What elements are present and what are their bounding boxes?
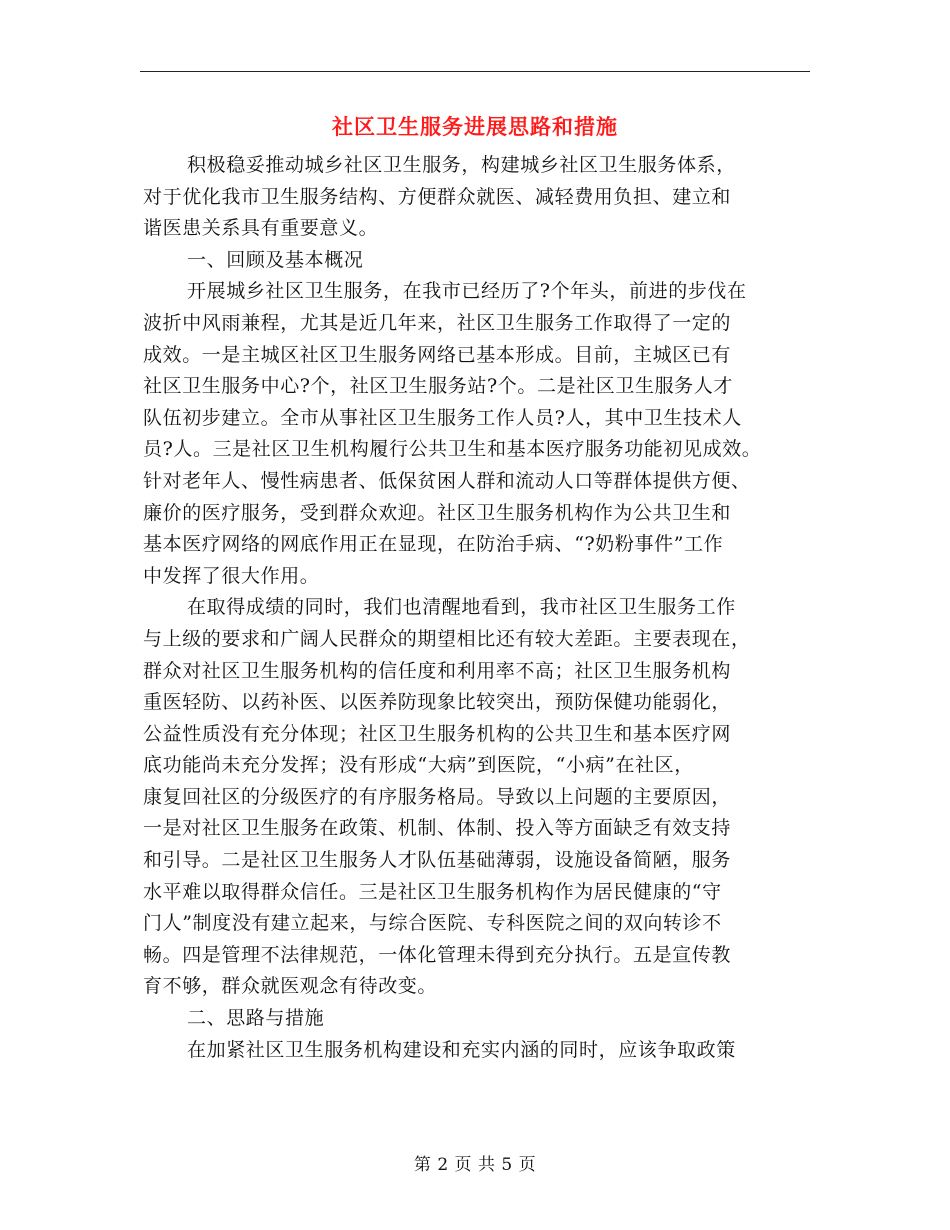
text-line: 成效。一是主城区社区卫生服务网络已基本形成。目前，主城区已有 (143, 343, 732, 366)
text-line: 和引导。二是社区卫生服务人才队伍基础薄弱，设施设备简陋，服务 (143, 849, 732, 872)
text-line: 社区卫生服务中心?个，社区卫生服务站?个。二是社区卫生服务人才 (143, 375, 733, 398)
text-line: 对于优化我市卫生服务结构、方便群众就医、减轻费用负担、建立和 (143, 185, 732, 208)
text-line: 育不够，群众就医观念有待改变。 (143, 975, 438, 998)
text-line: 中发挥了很大作用。 (143, 564, 320, 587)
text-line: 队伍初步建立。全市从事社区卫生服务工作人员?人，其中卫生技术人 (143, 406, 742, 429)
text-line: 基本医疗网络的网底作用正在显现，在防治手病、“?奶粉事件”工作 (143, 533, 724, 556)
text-line: 门人”制度没有建立起来，与综合医院、专科医院之间的双向转诊不 (143, 912, 722, 935)
text-line: 在加紧社区卫生服务机构建设和充实内涵的同时，应该争取政策 (187, 1038, 736, 1061)
text-line: 谐医患关系具有重要意义。 (143, 217, 379, 240)
text-line: 底功能尚未充分发挥；没有形成“大病”到医院，“小病”在社区， (143, 754, 694, 777)
text-line: 与上级的要求和广阔人民群众的期望相比还有较大差距。主要表现在， (143, 627, 751, 650)
text-line: 廉价的医疗服务，受到群众欢迎。社区卫生服务机构作为公共卫生和 (143, 501, 732, 524)
text-line: 在取得成绩的同时，我们也清醒地看到，我市社区卫生服务工作 (187, 596, 736, 619)
text-line: 针对老年人、慢性病患者、低保贫困人群和流动人口等群体提供方便、 (143, 469, 751, 492)
text-line: 群众对社区卫生服务机构的信任度和利用率不高；社区卫生服务机构 (143, 659, 732, 682)
text-line: 畅。四是管理不法律规范，一体化管理未得到充分执行。五是宣传教 (143, 943, 732, 966)
header-rule (140, 71, 810, 72)
text-line: 开展城乡社区卫生服务，在我市已经历了?个年头，前进的步伐在 (187, 280, 747, 303)
text-line: 员?人。三是社区卫生机构履行公共卫生和基本医疗服务功能初见成效。 (143, 438, 762, 461)
text-line: 康复回社区的分级医疗的有序服务格局。导致以上问题的主要原因， (143, 785, 732, 808)
text-line: 公益性质没有充分体现；社区卫生服务机构的公共卫生和基本医疗网 (143, 722, 732, 745)
document-body (143, 150, 823, 1066)
text-line: 二、思路与措施 (187, 1007, 325, 1030)
text-line: 重医轻防、以药补医、以医养防现象比较突出，预防保健功能弱化， (143, 691, 732, 714)
text-line: 水平难以取得群众信任。三是社区卫生服务机构作为居民健康的“守 (143, 880, 722, 903)
document-title: 社区卫生服务进展思路和措施 (332, 114, 618, 139)
text-line: 波折中风雨兼程，尤其是近几年来，社区卫生服务工作取得了一定的 (143, 311, 732, 334)
text-line: 一是对社区卫生服务在政策、机制、体制、投入等方面缺乏有效支持 (143, 817, 732, 840)
page-number: 第 2 页 共 5 页 (413, 1155, 537, 1175)
text-line: 一、回顾及基本概况 (187, 248, 364, 271)
text-line: 积极稳妥推动城乡社区卫生服务，构建城乡社区卫生服务体系， (187, 154, 736, 176)
